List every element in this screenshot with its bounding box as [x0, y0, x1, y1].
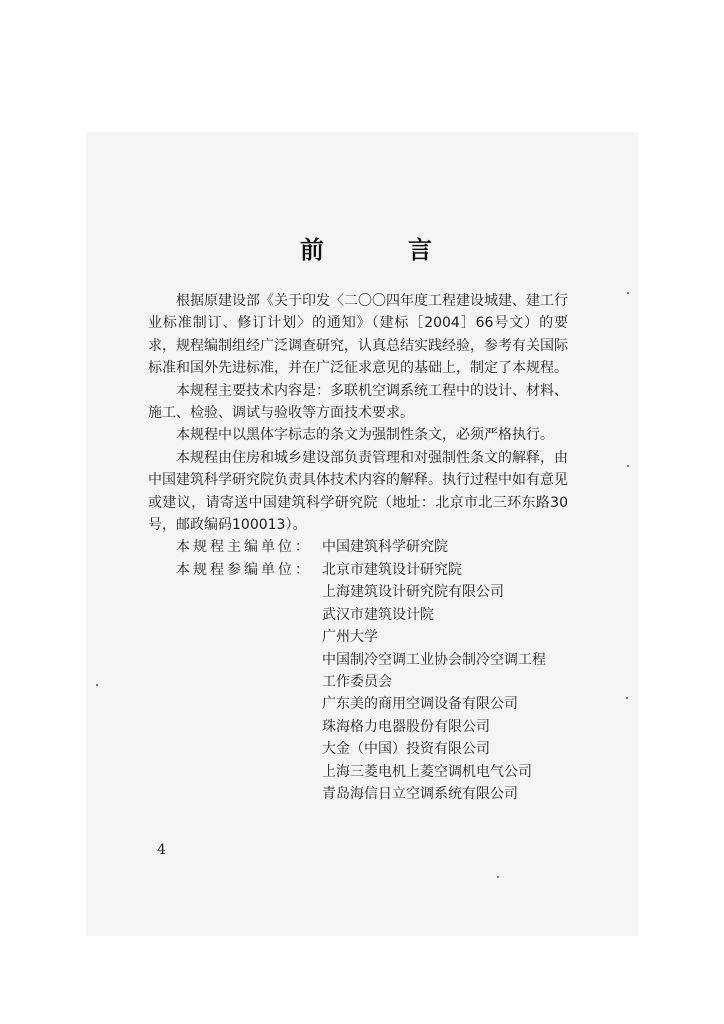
- chief-editor-unit: 中国建筑科学研究院: [322, 539, 448, 556]
- scan-speck: [627, 292, 629, 294]
- participating-unit: 武汉市建筑设计院: [322, 606, 434, 623]
- page-title: 前 言: [300, 235, 462, 264]
- participating-editors-row: [148, 559, 568, 805]
- scan-speck: [96, 684, 98, 686]
- participating-unit: 中国制冷空调工业协会制冷空调工程: [322, 651, 546, 668]
- participating-unit: 大金（中国）投资有限公司: [322, 741, 490, 758]
- paragraph-origin: 根据原建设部《关于印发〈二〇〇四年度工程建设城建、建工行业标准制订、修订计划〉的通知》（建标［2004］66号文）的要求，规程编制组经广泛调查研究，认真总结实践经验，参考有关国际标准和国外先进标准，并在广泛征求意见的基础上，制定了本规程。: [148, 293, 568, 377]
- participating-editors-label: 本规程参编单位：: [176, 561, 312, 578]
- participating-unit: 北京市建筑设计研究院: [322, 561, 462, 578]
- chief-editor-list: [322, 536, 568, 558]
- paragraph-content: 本规程主要技术内容是：多联机空调系统工程中的设计、材料、施工、检验、调试与验收等方面技术要求。: [148, 382, 568, 422]
- paragraph-management: 本规程由住房和城乡建设部负责管理和对强制性条文的解释，由中国建筑科学研究院负责具体技术内容的解释。执行过程中如有意见或建议，请寄送中国建筑科学研究院（地址：北京市北三环东路30号，邮政编码100013）。: [148, 449, 568, 534]
- paragraph-mandatory: 本规程中以黑体字标志的条文为强制性条文，必须严格执行。: [176, 427, 554, 444]
- participating-unit: 上海三菱电机上菱空调机电气公司: [322, 763, 532, 780]
- participating-unit: 工作委员会: [322, 673, 392, 690]
- participating-unit: 上海建筑设计研究院有限公司: [322, 584, 504, 601]
- participating-unit: 青岛海信日立空调系统有限公司: [322, 785, 518, 802]
- participating-unit: 广州大学: [322, 629, 378, 646]
- document-body: [148, 290, 568, 805]
- participating-unit: 广东美的商用空调设备有限公司: [322, 696, 518, 713]
- scan-speck: [497, 876, 499, 878]
- page-number: 4: [157, 842, 166, 858]
- participating-unit: 珠海格力电器股份有限公司: [322, 718, 490, 735]
- scan-speck: [626, 697, 628, 699]
- scan-speck: [627, 465, 629, 467]
- participating-editors-list: [322, 559, 568, 805]
- chief-editor-label: 本规程主编单位：: [176, 539, 312, 556]
- chief-editor-row: [148, 536, 568, 558]
